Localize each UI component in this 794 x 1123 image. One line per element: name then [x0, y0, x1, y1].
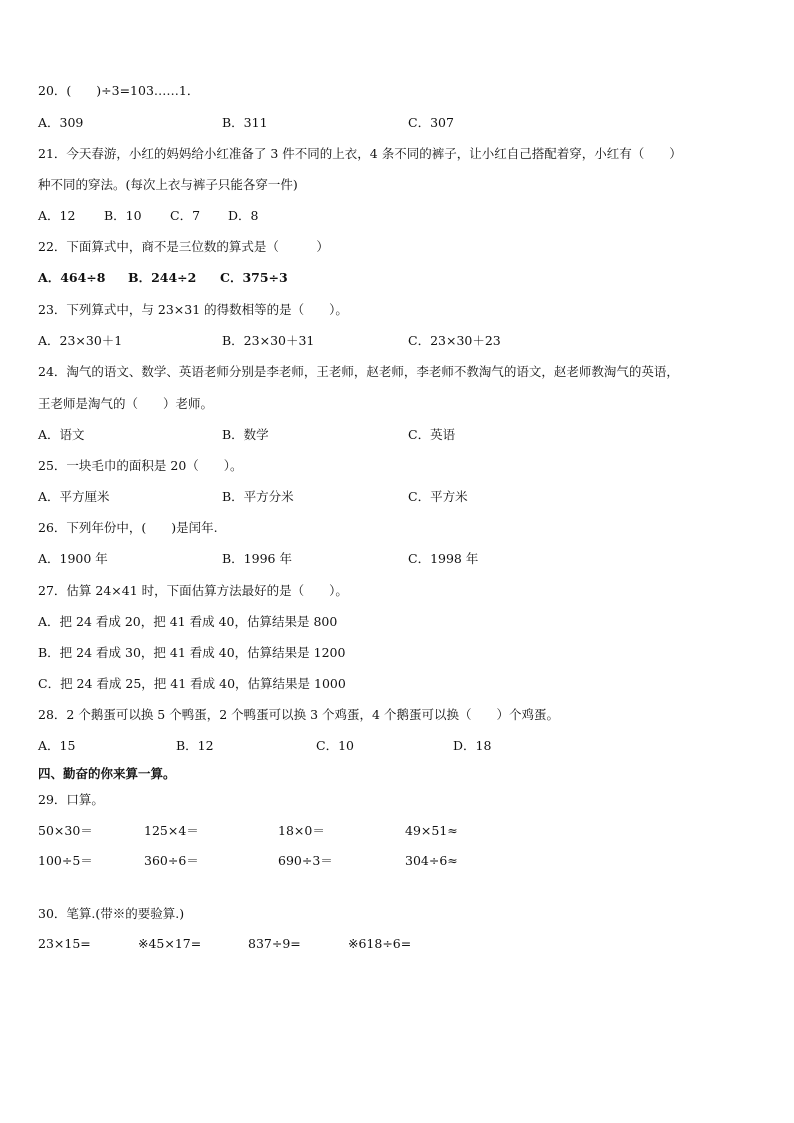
question-23-option-c: C．23×30＋23: [408, 333, 501, 348]
question-20-stem: 20．( )÷3=103……1．: [38, 83, 200, 98]
question-25-option-c: C．平方米: [408, 489, 468, 504]
question-21-option-a: A．12: [38, 208, 76, 223]
question-25-option-a: A．平方厘米: [38, 489, 110, 504]
mental-calc-item: 125×4＝: [144, 823, 199, 838]
mental-calc-item: 18×0＝: [278, 823, 325, 838]
mental-calc-item: 304÷6≈: [405, 853, 458, 868]
mental-calc-item: 49×51≈: [405, 823, 458, 838]
mental-calc-item: 100÷5＝: [38, 853, 93, 868]
question-22-stem: 22．下面算式中，商不是三位数的算式是（ ）: [38, 239, 329, 254]
question-26-option-b: B．1996 年: [222, 551, 292, 566]
question-24-stem-line2: 王老师是淘气的（ ）老师。: [38, 396, 214, 411]
question-21-stem-line1: 21．今天春游，小红的妈妈给小红准备了 3 件不同的上衣，4 条不同的裤子，让小红自己搭配着穿，小红有（ ）: [38, 146, 682, 161]
written-calc-item: 837÷9=: [248, 936, 301, 951]
question-22-option-a: A．464÷8: [38, 270, 106, 285]
question-27-option-c: C．把 24 看成 25，把 41 看成 40，估算结果是 1000: [38, 676, 346, 691]
question-27-stem: 27．估算 24×41 时，下面估算方法最好的是（ ）。: [38, 583, 348, 598]
question-28-option-c: C．10: [316, 738, 354, 753]
question-26-stem: 26．下列年份中，( )是闰年.: [38, 520, 218, 535]
question-24-option-b: B．数学: [222, 427, 269, 442]
question-28-option-b: B．12: [176, 738, 214, 753]
question-28-stem: 28．2 个鹅蛋可以换 5 个鸭蛋，2 个鸭蛋可以换 3 个鸡蛋，4 个鹅蛋可以换（ ）个鸡蛋。: [38, 707, 559, 722]
question-26-option-a: A．1900 年: [38, 551, 108, 566]
question-21-stem-line2: 种不同的穿法。(每次上衣与裤子只能各穿一件): [38, 177, 298, 192]
question-20-option-a: A．309: [38, 115, 84, 130]
mental-calc-item: 50×30＝: [38, 823, 93, 838]
question-25-stem: 25．一块毛巾的面积是 20（ ）。: [38, 458, 243, 473]
question-26-option-c: C．1998 年: [408, 551, 479, 566]
question-24-option-a: A．语文: [38, 427, 85, 442]
question-27-option-a: A．把 24 看成 20，把 41 看成 40，估算结果是 800: [38, 614, 338, 629]
written-calc-item: 23×15=: [38, 936, 91, 951]
question-22-option-c: C．375÷3: [220, 270, 288, 285]
question-22-option-b: B．244÷2: [128, 270, 197, 285]
question-21-option-c: C．7: [170, 208, 201, 223]
question-29-stem: 29．口算。: [38, 792, 104, 807]
question-24-stem-line1: 24．淘气的语文、数学、英语老师分别是李老师，王老师，赵老师，李老师不教淘气的语文，赵老师教淘气的英语，: [38, 364, 679, 379]
question-20-option-c: C．307: [408, 115, 454, 130]
mental-calc-item: 360÷6＝: [144, 853, 199, 868]
question-23-option-b: B．23×30＋31: [222, 333, 315, 348]
question-24-option-c: C．英语: [408, 427, 456, 442]
written-calc-item: ※618÷6=: [348, 936, 412, 951]
section-4-title: 四、勤奋的你来算一算。: [38, 766, 176, 781]
question-23-stem: 23．下列算式中，与 23×31 的得数相等的是（ ）。: [38, 302, 348, 317]
question-27-option-b: B．把 24 看成 30，把 41 看成 40，估算结果是 1200: [38, 645, 346, 660]
question-28-option-d: D．18: [453, 738, 492, 753]
question-23-option-a: A．23×30＋1: [38, 333, 123, 348]
written-calc-item: ※45×17=: [138, 936, 202, 951]
question-20-option-b: B．311: [222, 115, 268, 130]
question-30-stem: 30．笔算.(带※的要验算.): [38, 906, 185, 921]
question-25-option-b: B．平方分米: [222, 489, 294, 504]
question-21-option-d: D．8: [228, 208, 259, 223]
mental-calc-item: 690÷3＝: [278, 853, 333, 868]
question-21-option-b: B．10: [104, 208, 142, 223]
question-28-option-a: A．15: [38, 738, 76, 753]
